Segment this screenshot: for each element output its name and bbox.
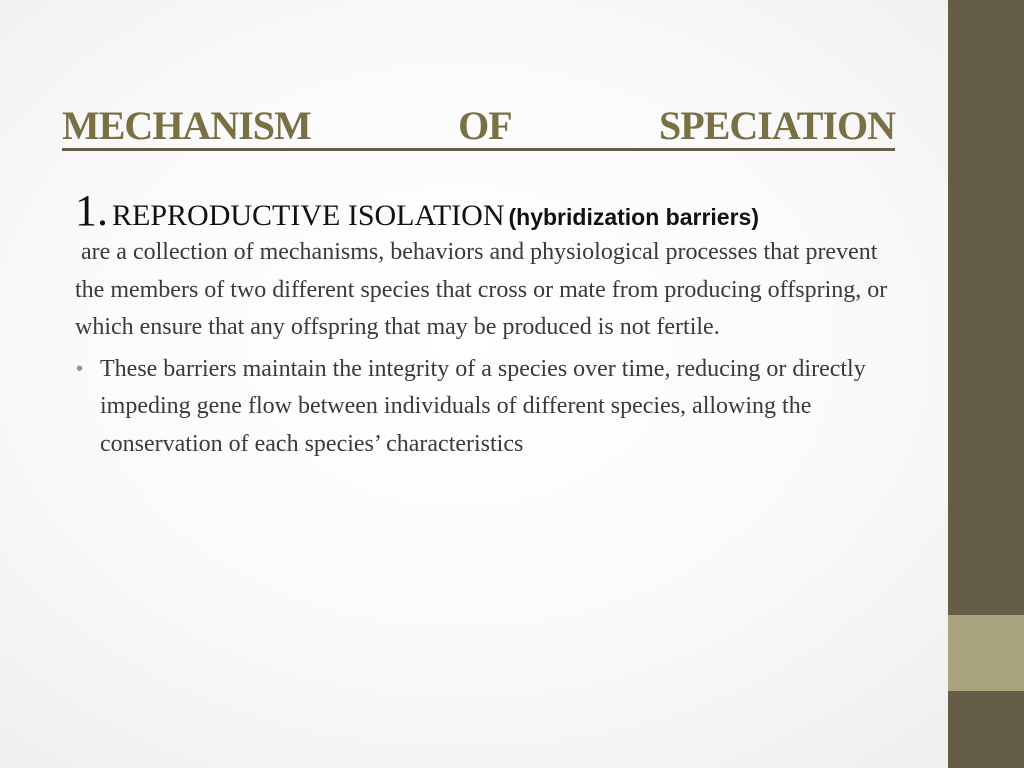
title-word-of: OF <box>458 103 512 148</box>
bullet-list <box>75 351 905 464</box>
definition-text: are a collection of mechanisms, behaviors and physiological processes that prevent the members of two different species that cross or mate from producing offspring, or which ensure that any offspring that may be produced is not fertile. <box>75 239 888 340</box>
slide-content <box>75 186 905 463</box>
definition-paragraph <box>75 234 905 347</box>
title-word-speciation: SPECIATION <box>659 103 895 148</box>
title-word-mechanism: MECHANISM <box>62 103 311 148</box>
decorative-sidebar <box>948 0 1024 768</box>
sidebar-accent-block <box>948 615 1024 691</box>
heading-parenthetical: (hybridization barriers) <box>508 204 759 230</box>
list-item <box>75 351 887 464</box>
bullet-text: These barriers maintain the integrity of a species over time, reducing or directly impeding gene flow between individuals of different species, allowing the conservation of each species’ characteristics <box>100 355 866 457</box>
heading-number: 1. <box>75 186 108 235</box>
slide-title <box>62 104 895 148</box>
title-underline <box>62 148 895 151</box>
heading-text: REPRODUCTIVE ISOLATION <box>112 199 505 232</box>
bullet-icon: • <box>76 357 84 380</box>
section-heading <box>75 186 905 240</box>
